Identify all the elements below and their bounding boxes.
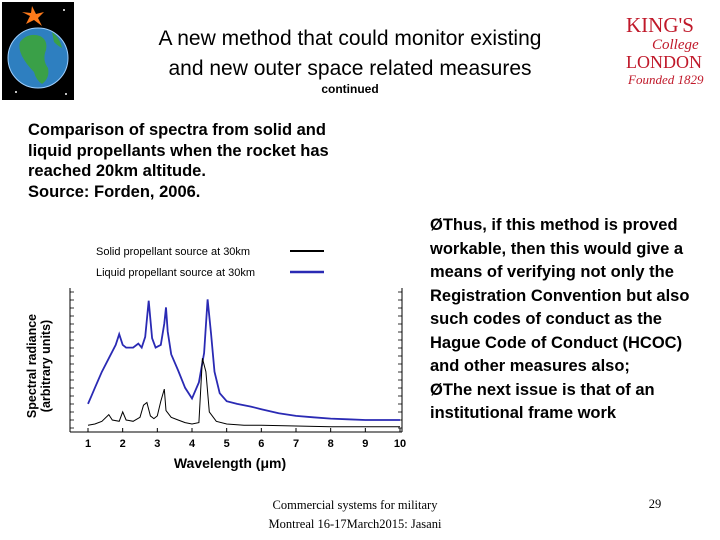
y-axis-label-line-2: (arbitrary units) bbox=[39, 319, 53, 413]
legend-label-solid: Solid propellant source at 30km bbox=[96, 246, 251, 258]
x-tick-label: 6 bbox=[258, 438, 265, 450]
bullet-text: Thus, if this method is proved workable, then this would give a means of verifying not only the Registration Convention but also such codes of conduct as the Hague Code of Conduct (HCOC) and other measures also; bbox=[430, 216, 690, 375]
caption-line: liquid propellants when the rocket has bbox=[28, 141, 329, 160]
y-axis-label-line-1: Spectral radiance bbox=[25, 313, 39, 419]
slide-title bbox=[100, 24, 600, 84]
bullet-item bbox=[430, 379, 710, 426]
x-tick-label: 8 bbox=[327, 438, 334, 450]
globe-logo-icon bbox=[2, 2, 74, 100]
logo-line-4: Founded 1829 bbox=[628, 72, 704, 87]
logo-line-2: College bbox=[652, 37, 699, 53]
x-axis-label: Wavelength (μm) bbox=[173, 455, 287, 471]
x-tick-label: 3 bbox=[154, 438, 161, 450]
bullet-item bbox=[430, 214, 710, 379]
x-tick-label: 7 bbox=[292, 438, 300, 450]
chart-caption bbox=[28, 120, 408, 202]
y-axis-label bbox=[25, 314, 53, 418]
spectra-chart bbox=[22, 232, 412, 478]
bullet-text: The next issue is that of an institutional frame work bbox=[430, 380, 655, 422]
x-tick-label: 1 bbox=[84, 438, 92, 450]
bullet-arrow-icon: Ø bbox=[430, 216, 443, 234]
caption-line: Source: Forden, 2006. bbox=[28, 182, 201, 201]
caption-line: Comparison of spectra from solid and bbox=[28, 121, 326, 139]
caption-line: reached 20km altitude. bbox=[28, 162, 206, 180]
bullet-list bbox=[430, 214, 710, 426]
slide-footer bbox=[250, 496, 460, 534]
x-tick-label: 2 bbox=[119, 438, 126, 450]
legend-label-liquid: Liquid propellant source at 30km bbox=[96, 267, 255, 279]
x-tick-label: 5 bbox=[223, 438, 230, 450]
footer-line-2: Montreal 16-17March2015: Jasani bbox=[268, 517, 442, 531]
page-number: 29 bbox=[648, 497, 662, 511]
footer-line-1: Commercial systems for military bbox=[272, 498, 438, 512]
slide-subtitle: continued bbox=[321, 82, 379, 96]
x-tick-label: 10 bbox=[393, 438, 407, 450]
logo-line-3: LONDON bbox=[626, 52, 702, 72]
bullet-arrow-icon: Ø bbox=[430, 380, 443, 399]
title-line-2: and new outer space related measures bbox=[168, 57, 532, 80]
title-line-1: A new method that could monitor existing bbox=[158, 27, 542, 50]
x-tick-label: 9 bbox=[362, 438, 369, 450]
kings-college-london-logo bbox=[622, 12, 706, 88]
x-tick-label: 4 bbox=[188, 438, 196, 450]
logo-line-1: KING'S bbox=[626, 13, 694, 37]
